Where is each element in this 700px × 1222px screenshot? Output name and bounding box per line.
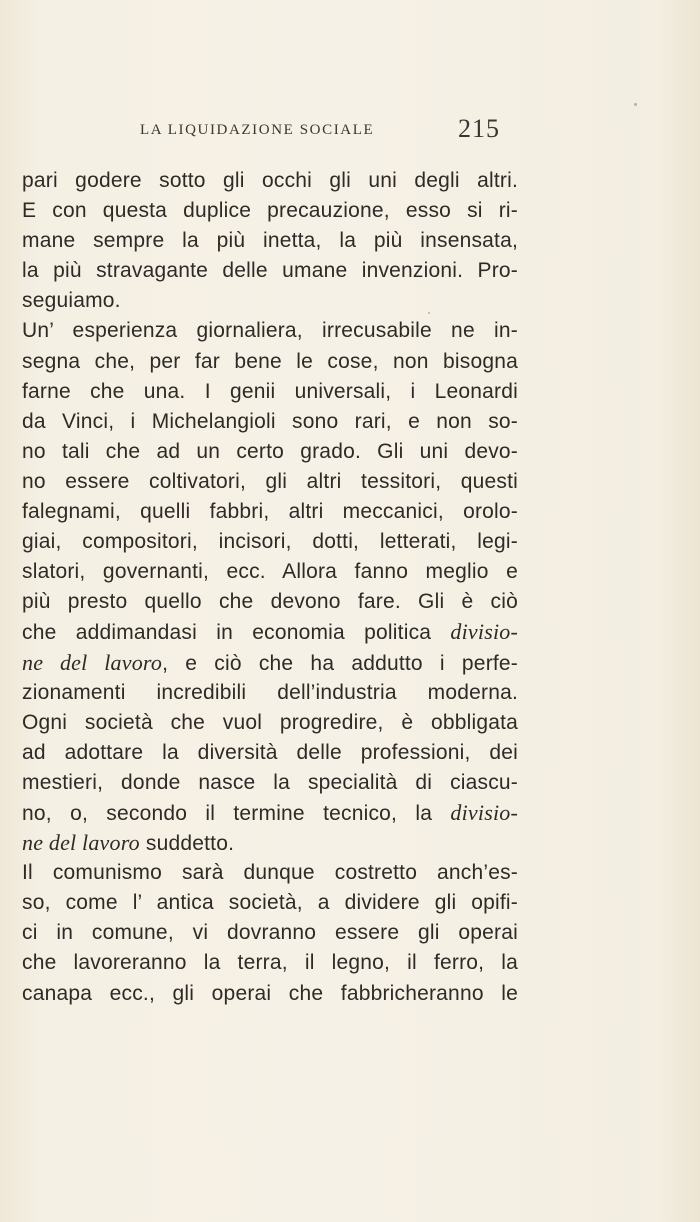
- running-title: LA LIQUIDAZIONE SOCIALE: [140, 122, 375, 138]
- line-text: no, o, secondo il termine tecnico, la: [22, 801, 451, 825]
- text-line: [22, 286, 518, 316]
- line-text: mane sempre la più inetta, la più insensata,: [22, 229, 518, 253]
- text-line: [22, 918, 518, 948]
- text-line: [22, 858, 518, 888]
- text-line: [22, 738, 518, 768]
- text-line: [22, 377, 518, 407]
- running-head: [140, 114, 500, 148]
- line-text: da Vinci, i Michelangioli sono rari, e non so-: [22, 409, 518, 433]
- line-text: farne che una. I genii universali, i Leonardi: [22, 379, 518, 403]
- text-line: [22, 557, 518, 587]
- text-line: [22, 587, 518, 617]
- line-text: pari godere sotto gli occhi gli uni degli altri.: [22, 169, 518, 192]
- line-text: suddetto.: [139, 832, 235, 856]
- text-line: [22, 798, 518, 828]
- line-text: mestieri, donde nasce la specialità di ciascu-: [22, 770, 518, 794]
- line-text: no essere coltivatori, gli altri tessitori, questi: [22, 469, 518, 493]
- italic-text: ne del lavoro: [22, 830, 140, 856]
- line-text: slatori, governanti, ecc. Allora fanno meglio e: [22, 560, 518, 584]
- text-line: [22, 256, 518, 286]
- text-line: [22, 708, 518, 738]
- text-line: [22, 828, 518, 858]
- line-text: Ogni società che vuol progredire, è obbligata: [22, 710, 518, 734]
- line-text: no tali che ad un certo grado. Gli uni devo-: [22, 439, 518, 463]
- line-text: ci in comune, vi dovranno essere gli operai: [22, 921, 518, 945]
- text-line: [22, 678, 518, 708]
- text-line: [22, 226, 518, 256]
- paper-speck: [428, 312, 430, 314]
- body-text: [22, 166, 518, 1009]
- line-text: seguiamo.: [22, 289, 121, 313]
- page-number: 215: [458, 114, 500, 143]
- line-text: zionamenti incredibili dell’industria moderna.: [22, 680, 518, 704]
- line-text: la più stravagante delle umane invenzioni. Pro-: [22, 259, 518, 283]
- line-text: falegnami, quelli fabbri, altri meccanici, orolo-: [22, 500, 518, 524]
- text-line: [22, 979, 518, 1009]
- line-text: che lavoreranno la terra, il legno, il ferro, la: [22, 951, 518, 975]
- text-line: [22, 166, 518, 196]
- line-text: che addimandasi in economia politica: [22, 621, 451, 645]
- line-text: so, come l’ antica società, a dividere gli opifi-: [22, 891, 518, 915]
- line-text: Il comunismo sarà dunque costretto anch’es-: [22, 861, 518, 885]
- line-text: , e ciò che ha addutto i perfe-: [162, 651, 518, 675]
- line-text: giai, compositori, incisori, dotti, letterati, legi-: [22, 530, 518, 554]
- text-line: [22, 617, 518, 647]
- text-line: [22, 527, 518, 557]
- text-line: [22, 316, 518, 346]
- line-text: E con questa duplice precauzione, esso si ri-: [22, 199, 518, 223]
- text-line: [22, 437, 518, 467]
- text-line: [22, 948, 518, 978]
- italic-text: divisio-: [450, 619, 518, 645]
- italic-text: divisio-: [450, 799, 518, 825]
- italic-text: ne del lavoro: [22, 649, 163, 675]
- text-line: [22, 768, 518, 798]
- line-text: canapa ecc., gli operai che fabbricheranno le: [22, 981, 518, 1005]
- text-line: [22, 497, 518, 527]
- text-line: [22, 888, 518, 918]
- text-line: [22, 347, 518, 377]
- line-text: segna che, per far bene le cose, non bisogna: [22, 349, 518, 373]
- paper-speck: [634, 103, 637, 106]
- line-text: Un’ esperienza giornaliera, irrecusabile ne in-: [22, 319, 518, 343]
- text-line: [22, 467, 518, 497]
- line-text: ad adottare la diversità delle professioni, dei: [22, 740, 518, 764]
- text-line: [22, 196, 518, 226]
- text-line: [22, 648, 518, 678]
- line-text: più presto quello che devono fare. Gli è ciò: [22, 590, 518, 614]
- text-line: [22, 407, 518, 437]
